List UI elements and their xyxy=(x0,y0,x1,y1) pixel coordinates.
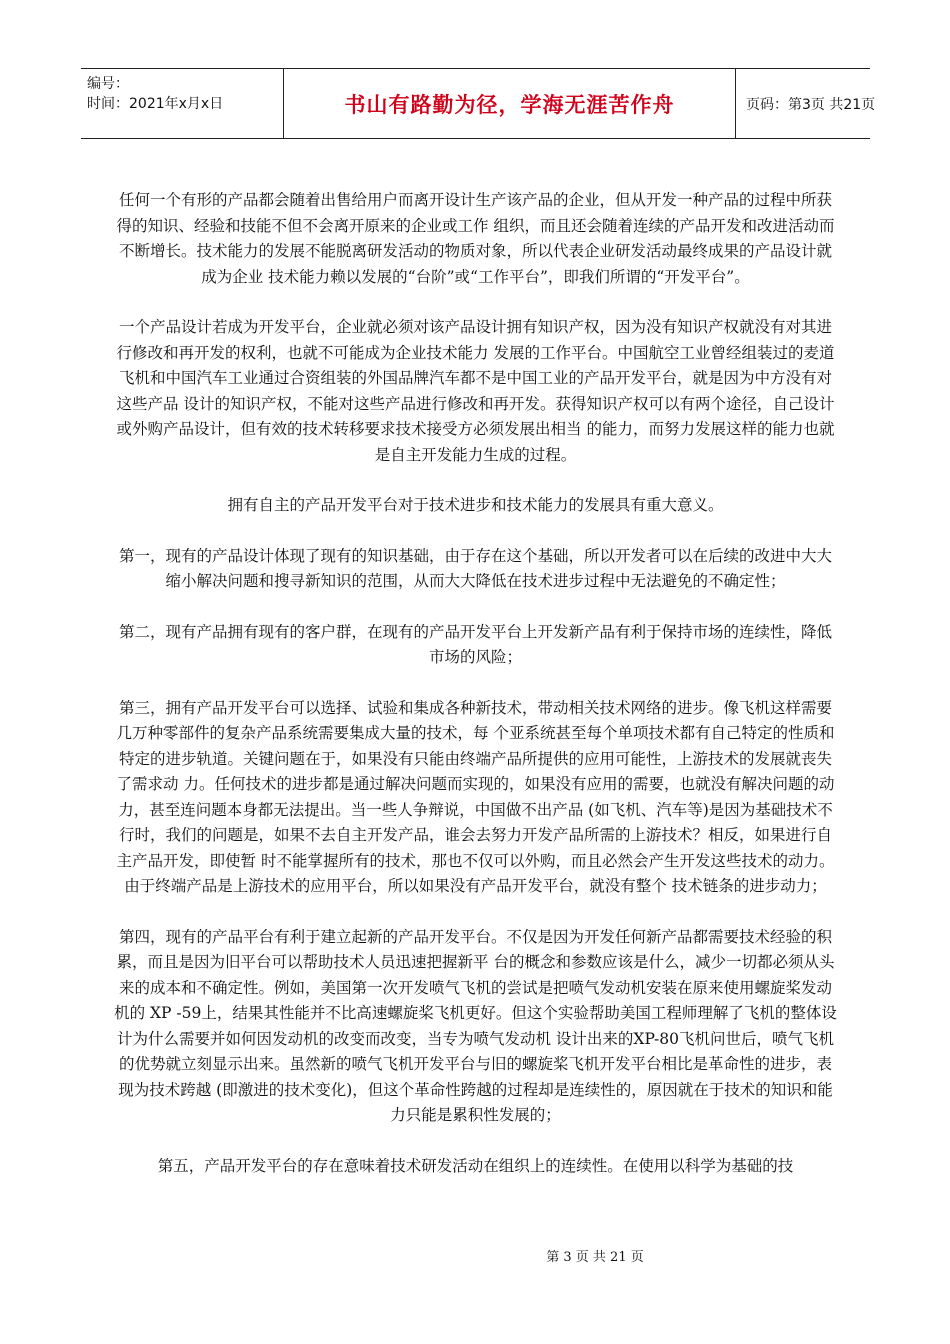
header-page-cell xyxy=(736,69,876,138)
paragraph-significance: 拥有自主的产品开发平台对于技术进步和技术能力的发展具有重大意义。 xyxy=(227,496,724,514)
header-motto-cell xyxy=(284,69,736,138)
document-date-label: 时间：2021年x月x日 xyxy=(87,96,224,112)
document-number-label: 编号： xyxy=(87,76,129,92)
page-footer: 第 3 页 共 21 页 xyxy=(546,1250,644,1265)
paragraph-ip: 一个产品设计若成为开发平台，企业就必须对该产品设计拥有知识产权，因为没有知识产权就没有对其进行修改和再开发的权利，也就不可能成为企业技术能力 发展的工作平台。中国航空工业曾经组装过的麦道飞机和中国汽车工业通过合资组装的外国品牌汽车都不是中国工业的产品开发平台，就是因为中方没有对这些产品 设计的知识产权，不能对这些产品进行修改和再开发。获得知识产权可以有两个途径，自己设计或外购产品设计，但有效的技术转移要求技术接受方必须发展出相当 的能力，而努力发展这样的能力也就是自主开发能力生成的过程。 xyxy=(116,318,835,464)
header-meta-cell xyxy=(81,69,284,138)
header-motto: 书山有路勤为径，学海无涯苦作舟 xyxy=(344,92,675,117)
document-body xyxy=(113,188,838,1204)
header-page-info: 页码：第3页 共21页 xyxy=(746,96,876,113)
page-header xyxy=(81,68,876,139)
paragraph-point-5: 第五，产品开发平台的存在意味着技术研发活动在组织上的连续性。在使用以科学为基础的技 xyxy=(157,1156,794,1175)
paragraph-point-1: 第一，现有的产品设计体现了现有的知识基础，由于存在这个基础，所以开发者可以在后续的改进中大大缩小解决问题和搜寻新知识的范围，从而大大降低在技术进步过程中无法避免的不确定性； xyxy=(118,546,832,590)
paragraph-intro: 任何一个有形的产品都会随着出售给用户而离开设计生产该产品的企业，但从开发一种产品的过程中所获得的知识、经验和技能不但不会离开原来的企业或工作 组织，而且还会随着连续的产品开发和改进活动而不断增长。技术能力的发展不能脱离研发活动的物质对象，所以代表企业研发活动最终成果的产品设计就成为企业 技术能力赖以发展的“台阶”或“工作平台”，即我们所谓的“开发平台”。 xyxy=(116,191,835,286)
paragraph-point-3: 第三，拥有产品开发平台可以选择、试验和集成各种新技术，带动相关技术网络的进步。像飞机这样需要几万种零部件的复杂产品系统需要集成大量的技术，每 个亚系统甚至每个单项技术都有自己特定的性质和特定的进步轨道。关键问题在于，如果没有只能由终端产品所提供的应用可能性，上游技术的发展就丧失了需求动 力。任何技术的进步都是通过解决问题而实现的，如果没有应用的需要，也就没有解决问题的动力，甚至连问题本身都无法提出。当一些人争辩说，中国做不出产品 (如飞机、汽车等)是因为基础技术不行时，我们的问题是，如果不去自主开发产品，谁会去努力开发产品所需的上游技术？相反，如果进行自主产品开发，即使暂 时不能掌握所有的技术，那也不仅可以外购，而且必然会产生开发这些技术的动力。由于终端产品是上游技术的应用平台，所以如果没有产品开发平台，就没有整个 技术链条的进步动力； xyxy=(116,698,835,895)
paragraph-point-2: 第二，现有产品拥有现有的客户群，在现有的产品开发平台上开发新产品有利于保持市场的连续性，降低市场的风险； xyxy=(118,622,832,666)
paragraph-point-4: 第四，现有的产品平台有利于建立起新的产品开发平台。不仅是因为开发任何新产品都需要技术经验的积累，而且是因为旧平台可以帮助技术人员迅速把握新平 台的概念和参数应该是什么，减少一切都必须从头来的成本和不确定性。例如，美国第一次开发喷气飞机的尝试是把喷气发动机安装在原来使用螺旋桨发动机的 XP -59上，结果其性能并不比高速螺旋桨飞机更好。但这个实验帮助美国工程师理解了飞机的整体设计为什么需要并如何因发动机的改变而改变，当专为喷气发动机 设计出来的XP-80飞机问世后，喷气飞机的优势就立刻显示出来。虽然新的喷气飞机开发平台与旧的螺旋桨飞机开发平台相比是革命性的进步，表现为技术跨越 (即激进的技术变化)，但这个革命性跨越的过程却是连续性的，原因就在于技术的知识和能力只能是累积性发展的； xyxy=(114,927,837,1124)
